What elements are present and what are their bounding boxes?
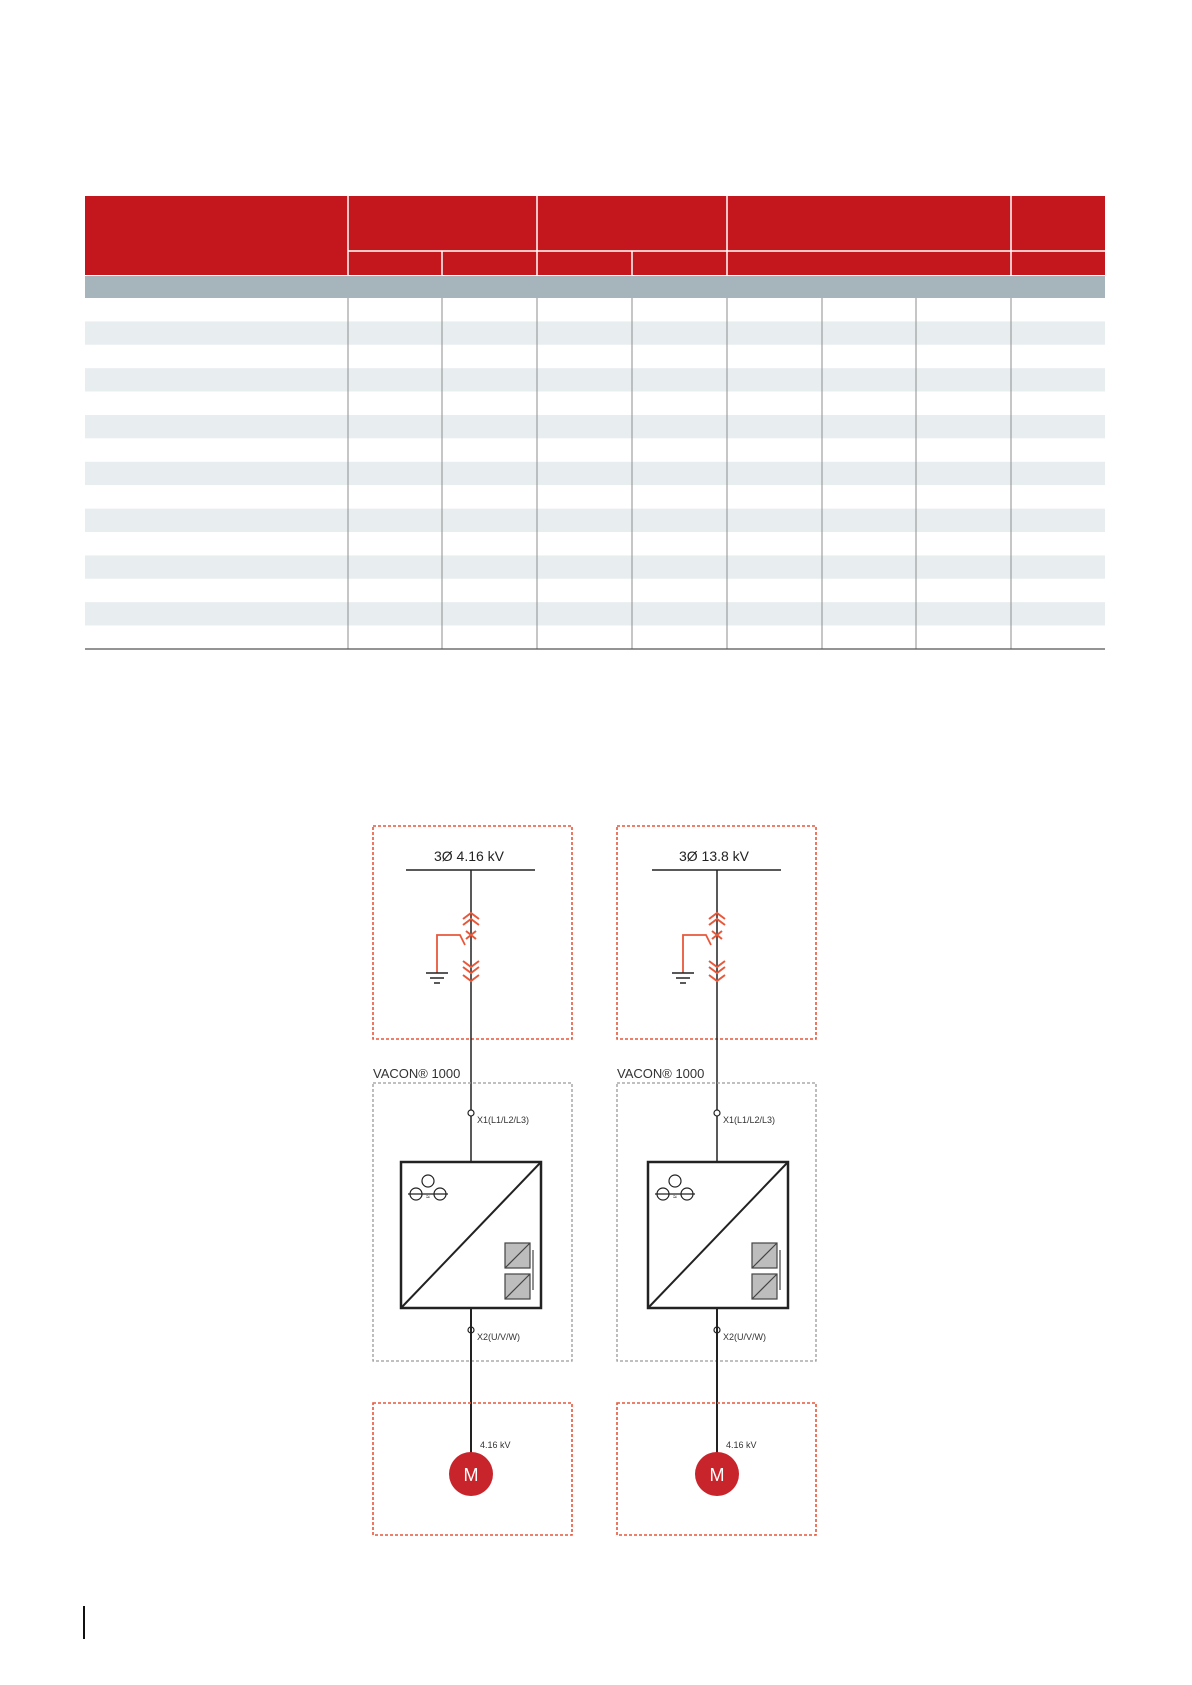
earthing-switch-icon: [683, 935, 711, 973]
motor-voltage-label: 4.16 kV: [726, 1440, 757, 1450]
motor-symbol: M: [709, 1465, 725, 1485]
input-terminal-icon: [468, 1110, 474, 1116]
svg-text:≈: ≈: [426, 1194, 430, 1201]
svg-text:≈: ≈: [673, 1194, 677, 1201]
motor-symbol: M: [463, 1465, 479, 1485]
output-terminal-label: X2(U/V/W): [723, 1332, 767, 1342]
motor-voltage-label: 4.16 kV: [480, 1440, 511, 1450]
input-terminal-label: X1(L1/L2/L3): [723, 1115, 776, 1125]
input-terminal-icon: [714, 1110, 720, 1116]
drive-label: VACON® 1000: [373, 1066, 461, 1081]
page-margin-bar: [83, 1606, 85, 1639]
drive-label: VACON® 1000: [617, 1066, 705, 1081]
output-terminal-label: X2(U/V/W): [477, 1332, 521, 1342]
supply-voltage-label: 3Ø 4.16 kV: [433, 848, 505, 864]
earthing-switch-icon: [437, 935, 465, 973]
diagram-13-8kv: [617, 826, 816, 1535]
supply-voltage-label: 3Ø 13.8 kV: [678, 848, 750, 864]
diagram-4-16kv: [373, 826, 572, 1535]
ground-icon: [672, 973, 694, 983]
input-terminal-label: X1(L1/L2/L3): [477, 1115, 530, 1125]
ground-icon: [426, 973, 448, 983]
